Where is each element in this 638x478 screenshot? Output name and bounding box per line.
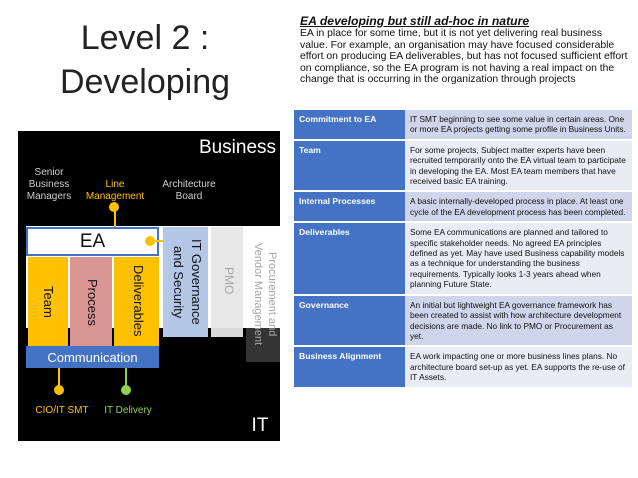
line-management-connector-dot — [109, 202, 119, 212]
table-row — [294, 110, 632, 140]
row-label: Internal Processes — [294, 191, 405, 222]
row-text: Some EA communications are planned and tailored to specific stakeholder needs. No agreed EA principles defined as yet. May have used Business capability models as a technique for understanding the business requirements. Typically looks 1-3 years ahead when planning Future State. — [405, 222, 632, 294]
row-text: For some projects, Subject matter experts have been recruited temporarily onto the EA virtual team to participate in developing the EA. Most EA team members that have received basic EA training. — [405, 140, 632, 192]
title-line-2: Developing — [59, 63, 231, 101]
table-row — [294, 140, 632, 192]
maturity-table — [294, 110, 632, 389]
row-text: EA work impacting one or more business lines plans. No architecture board set-up as yet. EA supports the re-use of IT Assets. — [405, 346, 632, 387]
procurement-label: Procurement and Vendor Management — [252, 242, 278, 346]
cio-it-smt-label: CIO/IT SMT — [35, 405, 89, 416]
table-row — [294, 346, 632, 387]
row-label: Team — [294, 140, 405, 192]
communication-label: Communication — [47, 350, 138, 365]
it-delivery-connector-dot — [121, 385, 131, 395]
ea-diagram — [0, 0, 294, 478]
line-management-label: Line Management — [85, 179, 145, 202]
cio-connector-dot — [54, 385, 64, 395]
table-row — [294, 222, 632, 294]
ea-governance-connector-dot — [145, 236, 155, 246]
it-label: IT — [251, 415, 269, 436]
it-governance-label: IT Governance and Security — [171, 239, 204, 325]
row-label: Deliverables — [294, 222, 405, 294]
deliverables-label: Deliverables — [131, 265, 146, 337]
process-label: Process — [85, 278, 100, 326]
description-body: EA in place for some time, but it is not yet delivering real business value. For example, an organisation may have focused considerable effort on producing EA deliverables, but has not focused sufficient effort on compliance, so the EA program is not having a real impact on the change that is occurring in the organization through projects — [300, 28, 628, 86]
table-row — [294, 191, 632, 222]
business-label: Business — [198, 137, 277, 158]
pmo-label: PMO — [222, 267, 236, 295]
description-heading: EA developing but still ad-hoc in nature — [300, 14, 530, 28]
table-row — [294, 295, 632, 347]
row-label: Governance — [294, 295, 405, 347]
title-line-1: Level 2 : — [80, 19, 210, 57]
senior-business-managers-label: Senior Business Managers — [26, 167, 72, 202]
row-label: Commitment to EA — [294, 110, 405, 140]
row-text: An initial but lightweight EA governance framework has been created to assist with how architecture development decisions are made. No link to PMO or Procurement as yet. — [405, 295, 632, 347]
row-label: Business Alignment — [294, 346, 405, 387]
architecture-board-label: Architecture Board — [162, 179, 216, 202]
ea-label: EA — [79, 231, 106, 252]
description-header — [300, 14, 630, 86]
team-label: Team — [41, 286, 56, 318]
row-text: IT SMT beginning to see some value in certain areas. One or more EA projects getting some profile in Business Units. — [405, 110, 632, 140]
it-delivery-label: IT Delivery — [104, 405, 152, 416]
row-text: A basic internally-developed process in place. At least one cycle of the EA development process has been completed. — [405, 191, 632, 222]
business-left-band — [18, 226, 26, 328]
